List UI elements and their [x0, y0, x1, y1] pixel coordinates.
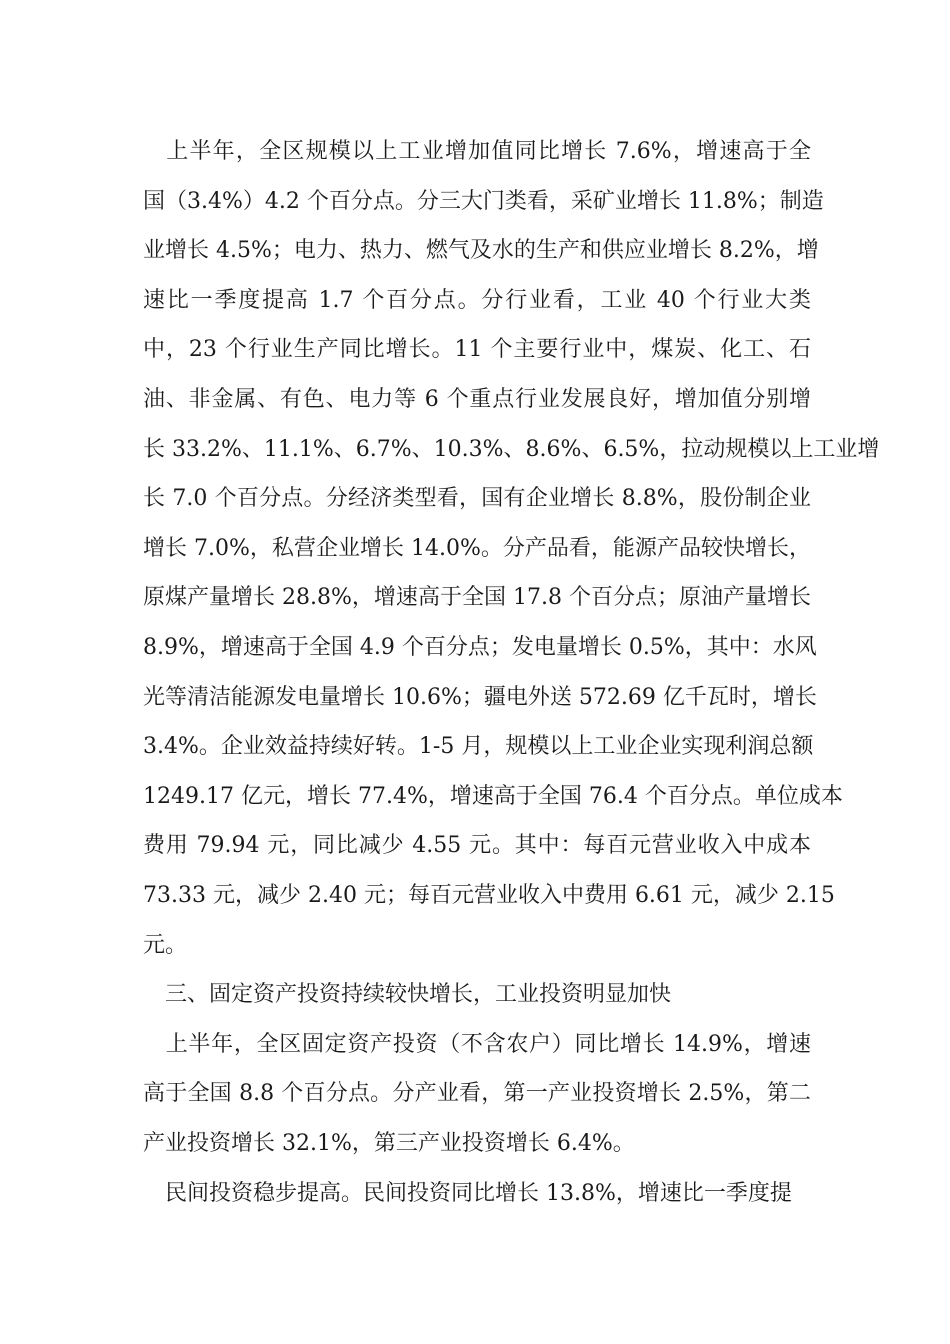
text-line: 中，23 个行业生产同比增长。11 个主要行业中，煤炭、化工、石 [143, 337, 811, 363]
text-line: 长 33.2%、11.1%、6.7%、10.3%、8.6%、6.5%，拉动规模以上工业增 [143, 436, 880, 462]
text-line: 产业投资增长 32.1%，第三产业投资增长 6.4%。 [143, 1131, 635, 1156]
text-line: 长 7.0 个百分点。分经济类型看，国有企业增长 8.8%，股份制企业 [143, 486, 811, 512]
text-line: 高于全国 8.8 个百分点。分产业看，第一产业投资增长 2.5%，第二 [143, 1081, 811, 1107]
text-line: 3.4%。企业效益持续好转。1-5 月，规模以上工业企业实现利润总额 [143, 734, 814, 760]
text-line: 增长 7.0%，私营企业增长 14.0%。分产品看，能源产品较快增长， [143, 535, 811, 561]
text-line: 油、非金属、有色、电力等 6 个重点行业发展良好，增加值分别增 [143, 387, 811, 412]
text-line: 元。 [143, 932, 188, 958]
text-line: 上半年，全区固定资产投资（不含农户）同比增长 14.9%，增速 [143, 1031, 811, 1057]
text-line: 73.33 元，减少 2.40 元；每百元营业收入中费用 6.61 元，减少 2.15 [143, 883, 835, 908]
text-line: 三、固定资产投资持续较快增长，工业投资明显加快 [143, 982, 672, 1008]
text-line: 光等清洁能源发电量增长 10.6%；疆电外送 572.69 亿千瓦时，增长 [143, 684, 817, 710]
text-line: 费用 79.94 元，同比减少 4.55 元。其中：每百元营业收入中成本 [143, 833, 811, 859]
text-line: 原煤产量增长 28.8%，增速高于全国 17.8 个百分点；原油产量增长 [143, 585, 811, 611]
text-line: 1249.17 亿元，增长 77.4%，增速高于全国 76.4 个百分点。单位成本 [143, 783, 843, 809]
text-line: 业增长 4.5%；电力、热力、燃气及水的生产和供应业增长 8.2%，增 [143, 238, 819, 264]
text-line: 速比一季度提高 1.7 个百分点。分行业看，工业 40 个行业大类 [143, 287, 811, 313]
text-line: 民间投资稳步提高。民间投资同比增长 13.8%，增速比一季度提 [143, 1180, 792, 1206]
text-line: 8.9%，增速高于全国 4.9 个百分点；发电量增长 0.5%，其中：水风 [143, 635, 817, 660]
text-line: 上半年，全区规模以上工业增加值同比增长 7.6%，增速高于全 [143, 139, 811, 164]
text-line: 国（3.4%）4.2 个百分点。分三大门类看，采矿业增长 11.8%；制造 [143, 188, 824, 214]
